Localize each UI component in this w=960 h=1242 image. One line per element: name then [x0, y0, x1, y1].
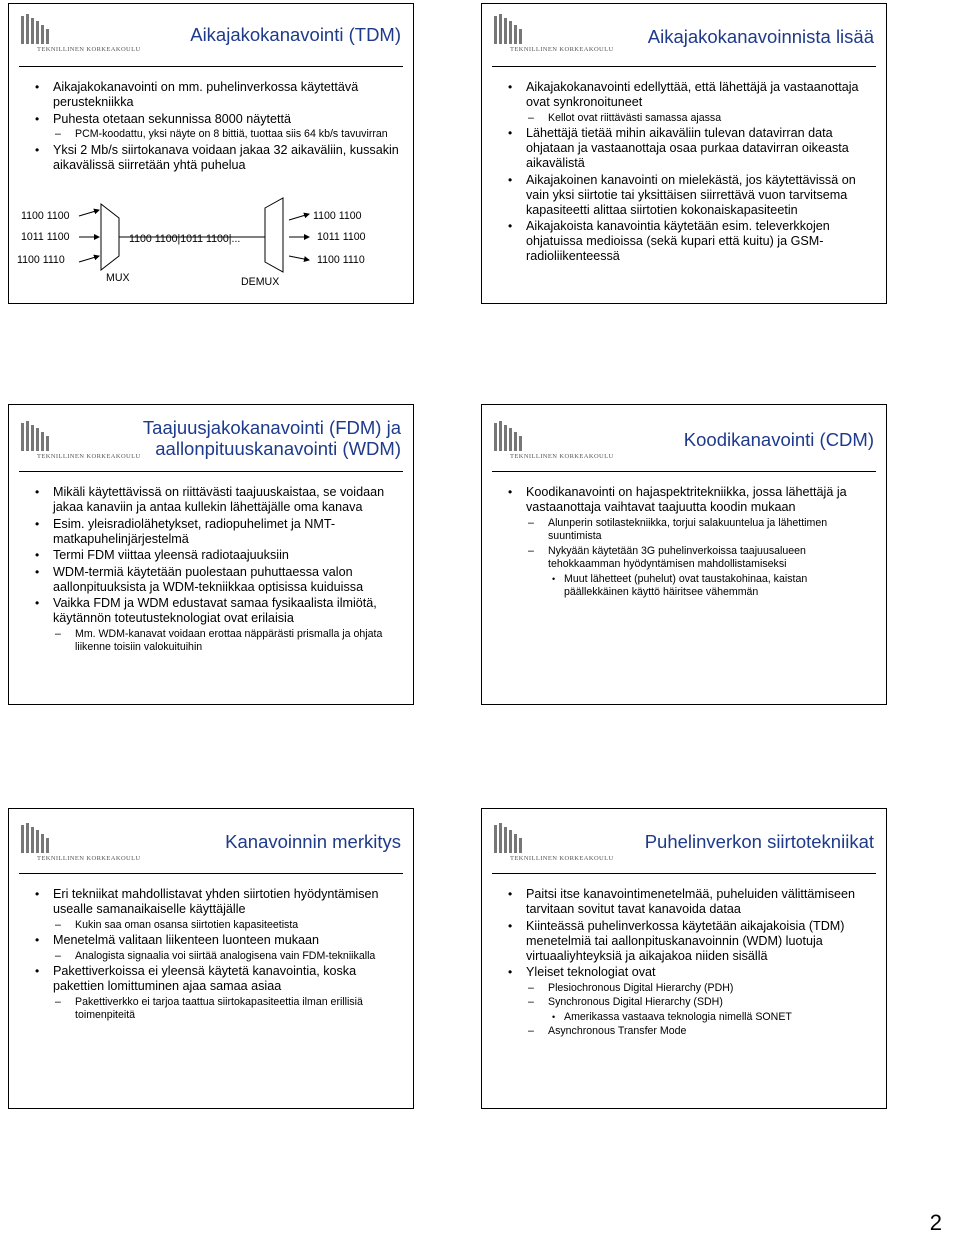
bullet-item: • Termi FDM viittaa yleensä radiotaajuuksiin	[35, 548, 399, 563]
slide-title: Koodikanavointi (CDM)	[683, 429, 874, 450]
logo-text: TEKNILLINEN KORKEAKOULU	[37, 855, 141, 862]
bullet-item: • Paitsi itse kanavointimenetelmää, puheluiden välittämiseen tarvitaan sovitut tavat kanavoida dataa	[508, 887, 872, 917]
bullet-item: • Aikajakokanavointi edellyttää, että lähettäjä ja vastaanottaja ovat synkronoituneet	[508, 80, 872, 110]
bullet-item: • Mikäli käytettävissä on riittävästi taajuuskaistaa, se voidaan jakaa kanaviin ja antaa kullekin lähettäjälle oma kanava	[35, 485, 399, 515]
bullet-list	[508, 80, 872, 266]
bullet-item: • Aikajakoinen kanavointi on mielekästä, jos käytettävissä on vain yksi siirtotie tai yksittäisen siirrettävä vuon tarvitsema kapasiteetti alittaa siirtotien kokonaiskapasiteetin	[508, 173, 872, 218]
bullet-item: • Puhesta otetaan sekunnissa 8000 näytettä	[35, 112, 399, 127]
slide-telephone-transmission	[481, 808, 887, 1109]
sub-bullet-item: – Pakettiverkko ei tarjoa taattua siirtokapasiteettia ilman erillisiä toimenpiteitä	[35, 996, 399, 1023]
university-logo	[492, 821, 614, 867]
bullet-list	[35, 485, 399, 656]
logo-emblem-icon	[19, 12, 59, 46]
title-rule	[492, 66, 876, 67]
logo-text: TEKNILLINEN KORKEAKOULU	[37, 453, 141, 460]
bullet-item: • WDM-termiä käytetään puolestaan puhuttaessa valon aallonpituuksista ja WDM-tekniikkaa optisissa kuiduissa	[35, 565, 399, 595]
sub-bullet-item: – Plesiochronous Digital Hierarchy (PDH)	[508, 982, 872, 996]
bullet-item: • Yleiset teknologiat ovat	[508, 965, 872, 980]
slide-multiplexing-significance	[8, 808, 414, 1109]
slide-title: Kanavoinnin merkitys	[225, 831, 401, 852]
slide-title: Aikajakokanavoinnista lisää	[647, 26, 874, 47]
bullet-item: • Eri tekniikat mahdollistavat yhden siirtotien hyödyntämisen usealle samanaikaiselle käyttäjälle	[35, 887, 399, 917]
output-label-1: 1100 1100	[313, 210, 362, 222]
bullet-item: • Yksi 2 Mb/s siirtokanava voidaan jakaa 32 aikaväliin, kussakin aikavälissä siirretään yhtä puhelua	[35, 143, 399, 173]
logo-emblem-icon	[492, 12, 532, 46]
bullet-list	[508, 887, 872, 1040]
bullet-list	[35, 887, 399, 1024]
university-logo	[492, 419, 614, 465]
input-label-2: 1011 1100	[21, 231, 70, 243]
bullet-item: • Kiinteässä puhelinverkossa käytetään aikajakoisia (TDM) menetelmiä tai aallonpituskanavoinnin (WDM) luotuja virtuaaliyhteyksiä ja aikajakoa niiden sisällä	[508, 919, 872, 964]
sub-bullet-item: – PCM-koodattu, yksi näyte on 8 bittiä, tuottaa siis 64 kb/s tavuvirran	[35, 128, 399, 142]
output-label-2: 1011 1100	[317, 231, 366, 243]
slide-tdm-more	[481, 3, 887, 304]
sub-sub-bullet-item: • Amerikassa vastaava teknologia nimellä SONET	[508, 1011, 872, 1025]
title-rule	[19, 66, 403, 67]
slide-title: Taajuusjakokanavointi (FDM) ja aallonpituuskanavointi (WDM)	[142, 417, 401, 459]
bullet-item: • Pakettiverkoissa ei yleensä käytetä kanavointia, koska pakettien lomittuminen ajaa samaa asiaa	[35, 964, 399, 994]
bullet-item: • Menetelmä valitaan liikenteen luonteen mukaan	[35, 933, 399, 948]
output-label-3: 1100 1110	[317, 254, 365, 266]
title-rule	[19, 873, 403, 874]
logo-emblem-icon	[19, 419, 59, 453]
sub-bullet-item: – Analogista signaalia voi siirtää analogisena vain FDM-tekniikalla	[35, 950, 399, 964]
sub-bullet-item: – Kellot ovat riittävästi samassa ajassa	[508, 112, 872, 126]
university-logo	[19, 821, 141, 867]
bullet-list	[35, 80, 399, 174]
university-logo	[492, 12, 614, 58]
input-label-3: 1100 1110	[17, 254, 65, 266]
logo-emblem-icon	[19, 821, 59, 855]
sub-bullet-item: – Synchronous Digital Hierarchy (SDH)	[508, 996, 872, 1010]
page-number: 2	[929, 1210, 942, 1235]
title-rule	[19, 471, 403, 472]
logo-text: TEKNILLINEN KORKEAKOULU	[510, 46, 614, 53]
sub-bullet-item: – Kukin saa oman osansa siirtotien kapasiteetista	[35, 919, 399, 933]
demux-label: DEMUX	[241, 276, 280, 288]
input-label-1: 1100 1100	[21, 210, 70, 222]
bullet-item: • Aikajakokanavointi on mm. puhelinverkossa käytettävä perustekniikka	[35, 80, 399, 110]
logo-emblem-icon	[492, 419, 532, 453]
slide-title: Aikajakokanavointi (TDM)	[190, 24, 401, 45]
bullet-item: • Lähettäjä tietää mihin aikaväliin tulevan datavirran data ohjataan ja vastaanottaja osaa purkaa datavirran oikeasta aikavälistä	[508, 126, 872, 171]
university-logo	[19, 12, 141, 58]
sub-bullet-item: – Asynchronous Transfer Mode	[508, 1025, 872, 1039]
university-logo	[19, 419, 141, 465]
bullet-item: • Esim. yleisradiolähetykset, radiopuhelimet ja NMT-matkapuhelinjärjestelmä	[35, 517, 399, 547]
slide-cdm	[481, 404, 887, 705]
bullet-item: • Vaikka FDM ja WDM edustavat samaa fysikaalista ilmiötä, käytännön toteutusteknologiat ovat erilaisia	[35, 596, 399, 626]
sub-bullet-item: – Mm. WDM-kanavat voidaan erottaa näppärästi prismalla ja ohjata liikenne toisiin valokuituihin	[35, 628, 399, 655]
slide-tdm	[8, 3, 414, 304]
slide-fdm-wdm	[8, 404, 414, 705]
logo-text: TEKNILLINEN KORKEAKOULU	[37, 46, 141, 53]
logo-text: TEKNILLINEN KORKEAKOULU	[510, 453, 614, 460]
sub-sub-bullet-item: • Muut lähetteet (puhelut) ovat taustakohinaa, kaistan päällekkäinen käyttö häiritsee vähemmän	[508, 573, 872, 600]
sub-bullet-item: – Nykyään käytetään 3G puhelinverkoissa taajuusalueen tehokkaamman hyödyntämisen mahdollistamiseksi	[508, 545, 872, 572]
slide-title: Puhelinverkon siirtotekniikat	[644, 831, 874, 852]
title-rule	[492, 873, 876, 874]
stream-label: 1100 1100|1011 1100|...	[129, 233, 241, 245]
bullet-item: • Koodikanavointi on hajaspektritekniikka, jossa lähettäjä ja vastaanottaja vaihtavat taajuutta koodin mukaan	[508, 485, 872, 515]
mux-label: MUX	[106, 272, 130, 284]
sub-bullet-item: – Alunperin sotilastekniikka, torjui salakuuntelua ja lähettimen suuntimista	[508, 517, 872, 544]
logo-emblem-icon	[492, 821, 532, 855]
title-rule	[492, 471, 876, 472]
logo-text: TEKNILLINEN KORKEAKOULU	[510, 855, 614, 862]
bullet-item: • Aikajakoista kanavointia käytetään esim. televerkkojen ohjatuissa medioissa (sekä kupari että kuitu) ja GSM-radioliikenteessä	[508, 219, 872, 264]
bullet-list	[508, 485, 872, 601]
